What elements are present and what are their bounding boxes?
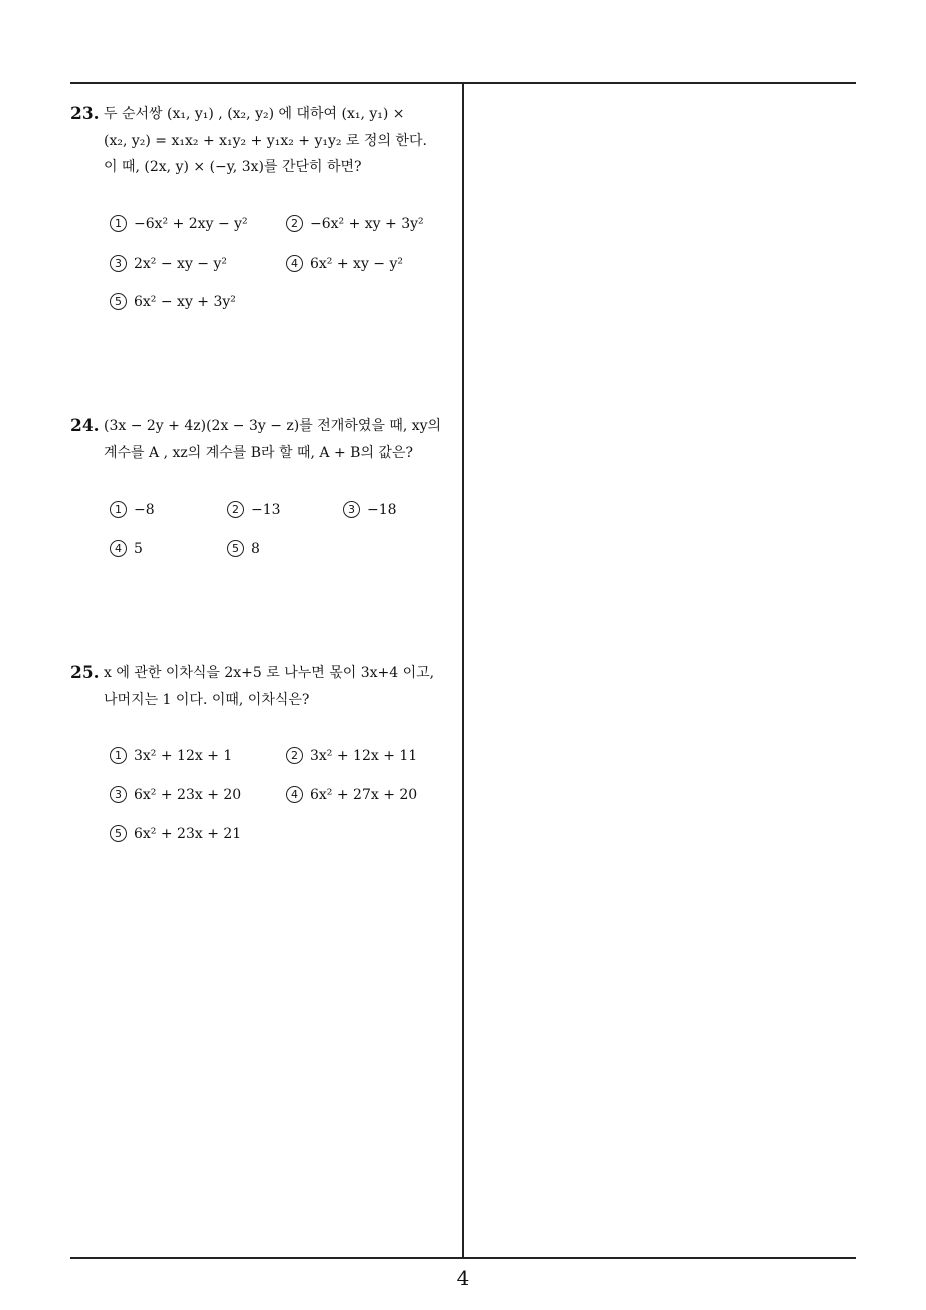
choice-23-3[interactable] bbox=[110, 253, 227, 275]
choice-text: 3x² + 12x + 11 bbox=[310, 748, 418, 764]
choice-23-2[interactable] bbox=[286, 213, 424, 235]
choice-25-2[interactable] bbox=[286, 745, 417, 767]
choice-text: −8 bbox=[134, 502, 155, 518]
circled-number-icon: 2 bbox=[286, 747, 303, 764]
choice-text: 8 bbox=[251, 541, 260, 557]
choice-25-1[interactable] bbox=[110, 745, 232, 767]
choice-text: 5 bbox=[134, 541, 143, 557]
choice-25-5[interactable] bbox=[110, 823, 241, 845]
circled-number-icon: 1 bbox=[110, 501, 127, 518]
circled-number-icon: 2 bbox=[286, 215, 303, 232]
question-text-line: (3x − 2y + 4z)(2x − 3y − z)를 전개하였을 때, xy의 bbox=[104, 418, 442, 434]
circled-number-icon: 5 bbox=[227, 540, 244, 557]
choice-text: 6x² + 23x + 21 bbox=[134, 826, 242, 842]
choice-23-5[interactable] bbox=[110, 291, 236, 313]
choice-24-1[interactable] bbox=[110, 499, 155, 521]
page-number: 4 bbox=[456, 1266, 470, 1290]
choice-text: 3x² + 12x + 1 bbox=[134, 748, 233, 764]
circled-number-icon: 3 bbox=[110, 255, 127, 272]
circled-number-icon: 5 bbox=[110, 293, 127, 310]
question-text-line: (x₂, y₂) = x₁x₂ + x₁y₂ + y₁x₂ + y₁y₂ 로 정의 한다. bbox=[104, 133, 427, 149]
circled-number-icon: 2 bbox=[227, 501, 244, 518]
circled-number-icon: 3 bbox=[110, 786, 127, 803]
circled-number-icon: 1 bbox=[110, 215, 127, 232]
circled-number-icon: 5 bbox=[110, 825, 127, 842]
question-text-line: 두 순서쌍 (x₁, y₁) , (x₂, y₂) 에 대하여 (x₁, y₁) × bbox=[104, 106, 405, 122]
choice-text: −13 bbox=[251, 502, 281, 518]
question-text-line: 나머지는 1 이다. 이때, 이차식은? bbox=[104, 692, 310, 708]
choice-23-1[interactable] bbox=[110, 213, 248, 235]
choice-25-3[interactable] bbox=[110, 784, 241, 806]
choice-text: 6x² + xy − y² bbox=[310, 256, 404, 272]
choice-text: 2x² − xy − y² bbox=[134, 256, 228, 272]
footer-rule bbox=[70, 1257, 856, 1259]
question-text-line: 계수를 A , xz의 계수를 B라 할 때, A + B의 값은? bbox=[104, 445, 413, 461]
choice-25-4[interactable] bbox=[286, 784, 417, 806]
column-divider bbox=[462, 83, 464, 1258]
question-number: 23. bbox=[70, 104, 100, 124]
question-number: 25. bbox=[70, 663, 100, 683]
choice-text: 6x² + 23x + 20 bbox=[134, 787, 242, 803]
choice-text: −6x² + xy + 3y² bbox=[310, 216, 424, 232]
choice-24-2[interactable] bbox=[227, 499, 281, 521]
circled-number-icon: 3 bbox=[343, 501, 360, 518]
choice-text: −18 bbox=[367, 502, 397, 518]
choice-23-4[interactable] bbox=[286, 253, 403, 275]
circled-number-icon: 4 bbox=[286, 255, 303, 272]
choice-text: 6x² − xy + 3y² bbox=[134, 294, 236, 310]
choice-24-4[interactable] bbox=[110, 538, 143, 560]
question-number: 24. bbox=[70, 416, 100, 436]
circled-number-icon: 4 bbox=[110, 540, 127, 557]
question-text-line: x 에 관한 이차식을 2x+5 로 나누면 몫이 3x+4 이고, bbox=[104, 665, 435, 681]
question-text-line: 이 때, (2x, y) × (−y, 3x)를 간단히 하면? bbox=[104, 159, 362, 175]
choice-24-3[interactable] bbox=[343, 499, 397, 521]
circled-number-icon: 1 bbox=[110, 747, 127, 764]
choice-24-5[interactable] bbox=[227, 538, 260, 560]
choice-text: −6x² + 2xy − y² bbox=[134, 216, 248, 232]
circled-number-icon: 4 bbox=[286, 786, 303, 803]
choice-text: 6x² + 27x + 20 bbox=[310, 787, 418, 803]
